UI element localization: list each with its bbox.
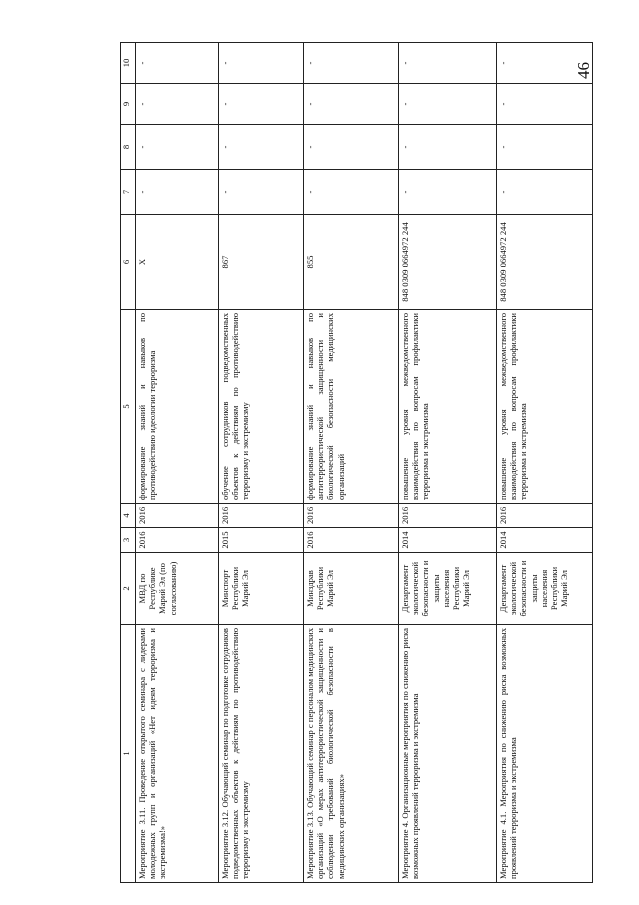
result-cell: формирование знаний и навыков по антитеррористической защищенности и биологической безопасности медицинских организаций: [304, 310, 399, 504]
measure-cell: Мероприятие 4.1. Мероприятия по снижению риска возможных проявлений терроризма и экстремизма: [497, 625, 593, 883]
result-cell: формирование знаний и навыков по противодействию идеологии терроризма: [136, 310, 219, 504]
start-year-cell: 2014: [399, 528, 497, 553]
end-year-cell: 2016: [399, 504, 497, 528]
code-cell: X: [136, 215, 219, 310]
value-cell: -: [399, 125, 497, 170]
measure-cell: Мероприятие 3.12. Обучающий семинар по подготовке сотрудников подведомственных объектов к действиям по противодействию терроризму и экстремизму: [219, 625, 304, 883]
result-cell: повышение уровня межведомственного взаимодействия по вопросам профилактики терроризма и экстремизма: [497, 310, 593, 504]
start-year-cell: 2016: [136, 528, 219, 553]
value-cell: -: [399, 170, 497, 215]
start-year-cell: 2015: [219, 528, 304, 553]
code-cell: 848 0309 0664972 244: [497, 215, 593, 310]
code-cell: 848 0309 0664972 244: [399, 215, 497, 310]
start-year-cell: 2016: [304, 528, 399, 553]
value-cell: -: [304, 84, 399, 125]
end-year-cell: 2016: [304, 504, 399, 528]
value-cell: -: [497, 170, 593, 215]
value-cell: -: [497, 43, 593, 84]
column-header: 10: [121, 43, 136, 84]
value-cell: -: [497, 84, 593, 125]
value-cell: -: [136, 84, 219, 125]
measure-cell: Мероприятие 3.11. Проведение открытого семинара с лидерами молодежных групп и организаций «Нет идеям терроризма и экстремизма!»: [136, 625, 219, 883]
value-cell: -: [219, 125, 304, 170]
column-header: 7: [121, 170, 136, 215]
table-row: [399, 43, 497, 883]
column-header: 8: [121, 125, 136, 170]
value-cell: -: [136, 43, 219, 84]
executor-cell: Минздрав Республики Марий Эл: [304, 553, 399, 625]
result-cell: повышение уровня межведомственного взаимодействия по вопросам профилактики терроризма и экстремизма: [399, 310, 497, 504]
end-year-cell: 2016: [497, 504, 593, 528]
table-row: [304, 43, 399, 883]
value-cell: -: [399, 43, 497, 84]
executor-cell: Департамент экологической безопасности и защиты населения Республики Марий Эл: [399, 553, 497, 625]
column-header: 2: [121, 553, 136, 625]
value-cell: -: [136, 125, 219, 170]
value-cell: -: [136, 170, 219, 215]
end-year-cell: 2016: [219, 504, 304, 528]
measure-cell: Мероприятие 3.13. Обучающий семинар с персоналом медицинских организаций «О мерах антитеррористической защищенности и соблюдении требований биологической безопасности в медицинских организациях»: [304, 625, 399, 883]
table-row: [497, 43, 593, 883]
column-header: 6: [121, 215, 136, 310]
executor-cell: Департамент экологической безопасности и защиты населения Республики Марий Эл: [497, 553, 593, 625]
start-year-cell: 2014: [497, 528, 593, 553]
value-cell: -: [304, 125, 399, 170]
end-year-cell: 2016: [136, 504, 219, 528]
value-cell: -: [219, 84, 304, 125]
value-cell: -: [399, 84, 497, 125]
value-cell: -: [219, 170, 304, 215]
column-header: 4: [121, 504, 136, 528]
measure-cell: Мероприятие 4. Организационные мероприятия по снижению риска возможных проявлений терроризма и экстремизма: [399, 625, 497, 883]
value-cell: -: [304, 170, 399, 215]
program-table: [120, 42, 593, 883]
executor-cell: МВД по Республике Марий Эл (по согласованию): [136, 553, 219, 625]
value-cell: -: [497, 125, 593, 170]
rotated-page: [120, 43, 639, 883]
value-cell: -: [304, 43, 399, 84]
code-cell: 867: [219, 215, 304, 310]
column-header: 3: [121, 528, 136, 553]
column-header: 1: [121, 625, 136, 883]
executor-cell: Минспорт Республики Марий Эл: [219, 553, 304, 625]
code-cell: 855: [304, 215, 399, 310]
header-row: [121, 43, 136, 883]
column-header: 5: [121, 310, 136, 504]
table-row: [219, 43, 304, 883]
table-row: [136, 43, 219, 883]
page-number: 46: [574, 62, 593, 79]
result-cell: обучение сотрудников подведомственных объектов к действиям по противодействию терроризму и экстремизму: [219, 310, 304, 504]
column-header: 9: [121, 84, 136, 125]
value-cell: -: [219, 43, 304, 84]
